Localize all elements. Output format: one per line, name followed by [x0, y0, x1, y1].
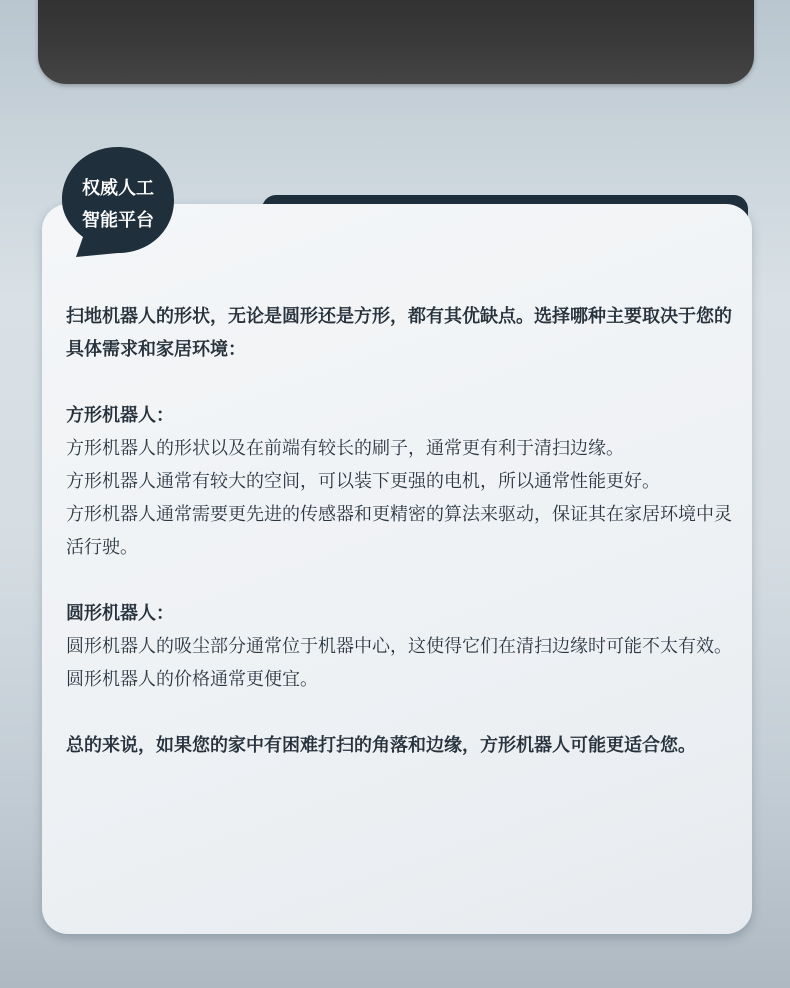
- conclusion-paragraph: 总的来说，如果您的家中有困难打扫的角落和边缘，方形机器人可能更适合您。: [66, 735, 696, 756]
- square-robot-heading: 方形机器人：: [66, 405, 174, 426]
- square-point-3: 方形机器人通常需要更先进的传感器和更精密的算法来驱动，保证其在家居环境中灵活行驶。: [66, 504, 732, 558]
- round-point-2: 圆形机器人的价格通常更便宜。: [66, 669, 318, 690]
- spacer: [66, 366, 738, 399]
- square-point-2: 方形机器人通常有较大的空间，可以装下更强的电机，所以通常性能更好。: [66, 471, 660, 492]
- spacer: [66, 564, 738, 597]
- badge-line-1: 权威人工: [82, 178, 154, 199]
- round-robot-heading: 圆形机器人：: [66, 603, 174, 624]
- square-point-1: 方形机器人的形状以及在前端有较长的刷子，通常更有利于清扫边缘。: [66, 438, 624, 459]
- top-image-panel: [38, 0, 754, 84]
- intro-paragraph: 扫地机器人的形状，无论是圆形还是方形，都有其优缺点。选择哪种主要取决于您的具体需求和家居环境：: [66, 306, 732, 360]
- badge-bubble: [58, 143, 178, 261]
- badge-label: [58, 173, 178, 237]
- article-body: [66, 300, 738, 762]
- spacer: [66, 696, 738, 729]
- badge-line-2: 智能平台: [82, 210, 154, 231]
- round-point-1: 圆形机器人的吸尘部分通常位于机器中心，这使得它们在清扫边缘时可能不太有效。: [66, 636, 732, 657]
